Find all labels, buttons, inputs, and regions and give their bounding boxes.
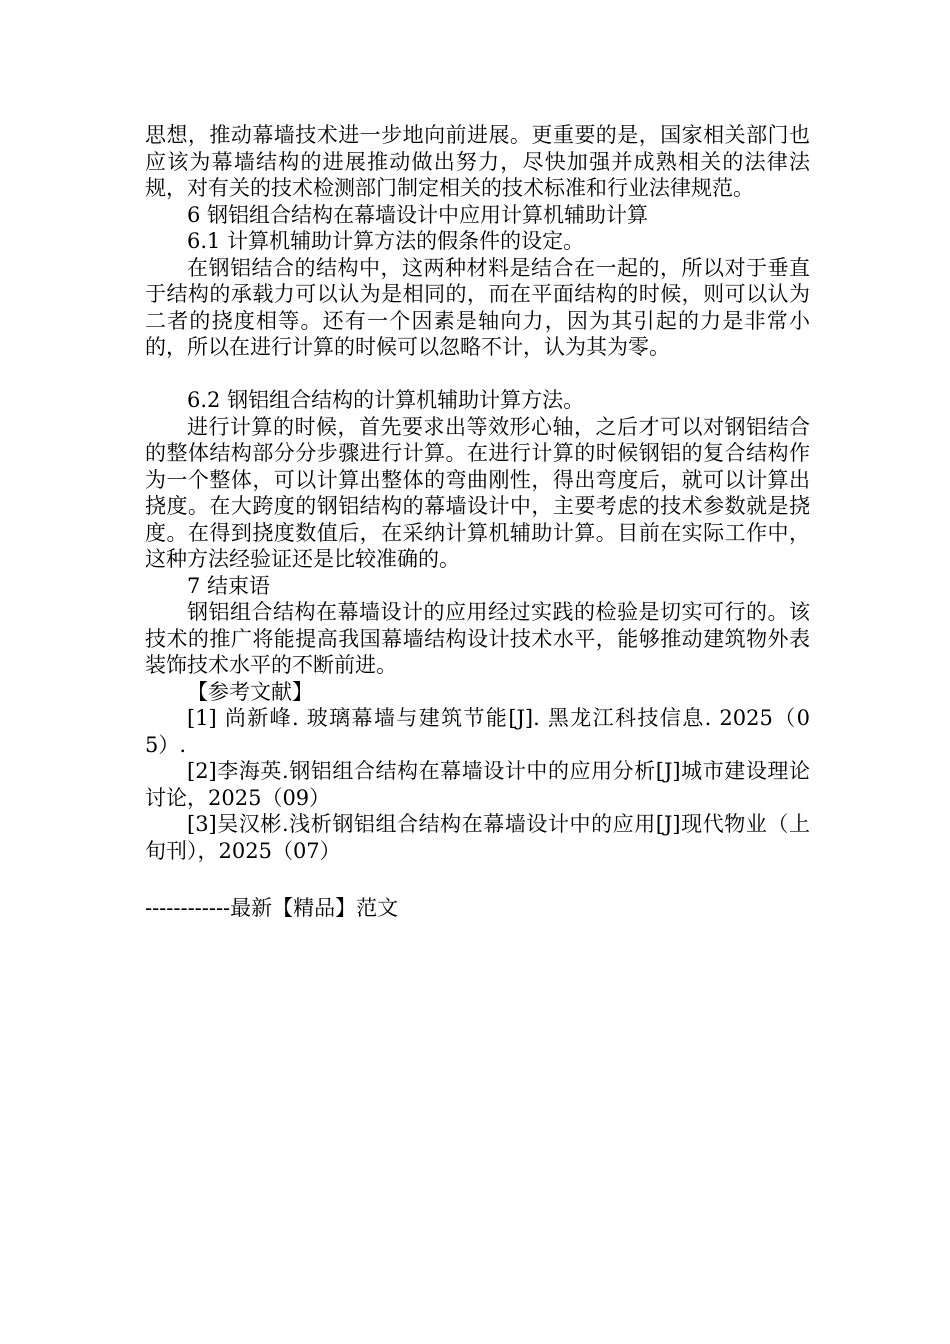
reference-item: [2]李海英.钢铝组合结构在幕墙设计中的应用分析[J]城市建设理论讨论，2025（09） (145, 759, 810, 810)
blank-line (145, 361, 810, 388)
paragraph-method: 进行计算的时候，首先要求出等效形心轴，之后才可以对钢铝结合的整体结构部分分步骤进行计算。在进行计算的时候钢铝的复合结构作为一个整体，可以计算出整体的弯曲刚性，得出弯度后，就可以计算出挠度。在大跨度的钢铝结构的幕墙设计中，主要考虑的技术参数就是挠度。在得到挠度数值后，在采纳计算机辅助计算。目前在实际工作中，这种方法经验证还是比较准确的。 (145, 414, 810, 571)
subsection-heading-6-1: 6.1 计算机辅助计算方法的假条件的设定。 (187, 229, 585, 253)
paragraph-assumptions: 在钢铝结合的结构中，这两种材料是结合在一起的，所以对于垂直于结构的承载力可以认为是相同的，而在平面结构的时候，则可以认为二者的挠度相等。还有一个因素是轴向力，因为其引起的力是非常小的，所以在进行计算的时候可以忽略不计，认为其为零。 (145, 255, 810, 359)
paragraph-conclusion: 钢铝组合结构在幕墙设计的应用经过实践的检验是切实可行的。该技术的推广将能提高我国幕墙结构设计技术水平，能够推动建筑物外表装饰技术水平的不断前进。 (145, 600, 810, 677)
document-body (145, 122, 810, 864)
references-heading: 【参考文献】 (187, 679, 313, 704)
section-heading-7: 7 结束语 (187, 573, 271, 598)
footer-text: ------------最新【精品】范文 (145, 896, 399, 920)
section-heading-6: 6 钢铝组合结构在幕墙设计中应用计算机辅助计算 (187, 202, 649, 227)
subsection-heading-6-2: 6.2 钢铝组合结构的计算机辅助计算方法。 (187, 388, 585, 412)
reference-item: [1] 尚新峰. 玻璃幕墙与建筑节能[J]. 黑龙江科技信息. 2025（05）. (145, 706, 810, 757)
reference-item: [3]吴汉彬.浅析钢铝组合结构在幕墙设计中的应用[J]现代物业（上旬刊），2025（07） (145, 812, 810, 863)
paragraph-continuation: 思想，推动幕墙技术进一步地向前进展。更重要的是，国家相关部门也应该为幕墙结构的进展推动做出努力，尽快加强并成熟相关的法律法规，对有关的技术检测部门制定相关的技术标准和行业法律规范。 (145, 123, 810, 200)
